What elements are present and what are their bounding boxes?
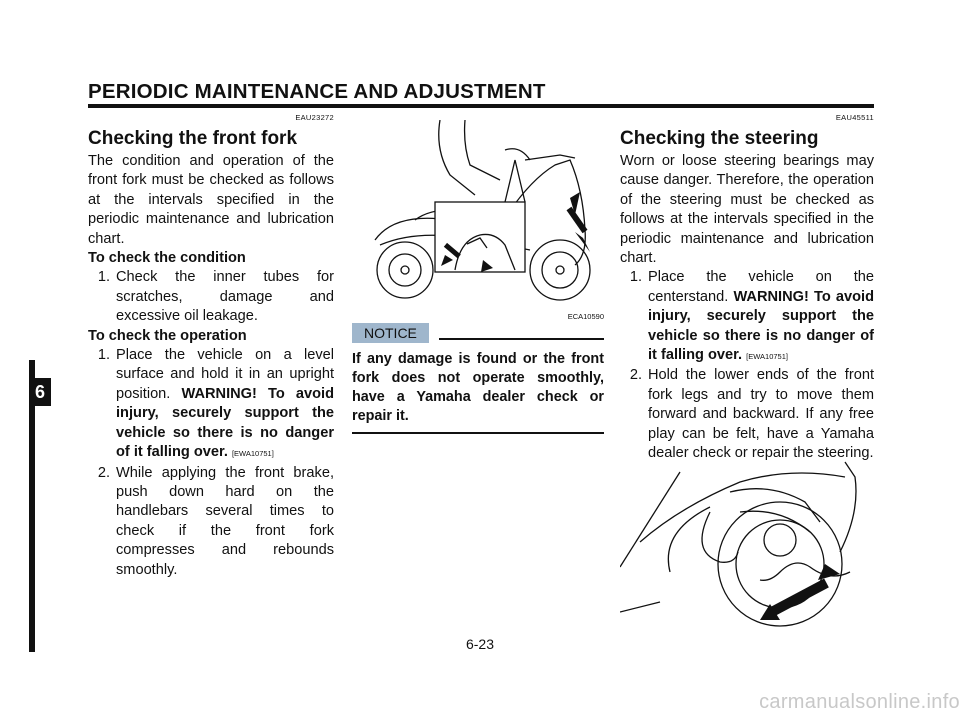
- condition-heading: To check the condition: [88, 250, 246, 267]
- step-text: Place the vehicle on a level surface and hold it in an upright position.: [116, 347, 334, 402]
- step-number: 2.: [629, 367, 642, 384]
- warning-ref: [EWA10751]: [746, 352, 788, 362]
- notice-box: [352, 312, 604, 434]
- list-item: [88, 346, 334, 463]
- list-item: [620, 366, 874, 463]
- step-number: 1.: [97, 269, 110, 286]
- steering-section: [620, 113, 874, 464]
- section-code: EAU23272: [295, 113, 334, 122]
- step-text: Hold the lower ends of the front fork legs and try to move them forward and backward. If any free play can be felt, have a Yamaha dealer check or repair the steering.: [648, 367, 874, 462]
- list-item: [88, 464, 334, 580]
- list-item: [620, 268, 874, 366]
- front-fork-heading: Checking the front fork: [88, 128, 298, 149]
- steering-intro: Worn or loose steering bearings may cause danger. Therefore, the operation of the steering must be checked as follows at the intervals specified in the periodic maintenance and lubrication chart.: [620, 153, 874, 267]
- notice-code: ECA10590: [567, 312, 604, 321]
- section-code: EAU45511: [835, 113, 874, 122]
- chapter-tab-number: 6: [29, 378, 51, 406]
- notice-bottom-rule: [352, 432, 604, 434]
- notice-text: If any damage is found or the front fork does not operate smoothly, have a Yamaha dealer check or repair it.: [352, 351, 604, 424]
- notice-header: [352, 322, 604, 344]
- notice-label: NOTICE: [352, 323, 429, 343]
- step-content: [116, 346, 334, 463]
- step-number: 1.: [629, 269, 642, 286]
- warning-ref: [EWA10751]: [231, 449, 274, 459]
- list-item: [88, 268, 334, 326]
- step-text: While applying the front brake, push down hard on the handlebars several times to check if the front fork compresses and rebounds smoothly.: [116, 464, 334, 578]
- front-fork-section: [88, 113, 334, 580]
- watermark: carmanualsonline.info: [759, 691, 960, 713]
- warning-text: WARNING! To avoid injury, securely support the vehicle so there is no danger of it falling over.: [116, 385, 334, 461]
- page-number: 6-23: [465, 636, 495, 652]
- operation-heading: To check the operation: [88, 327, 247, 344]
- step-text: Check the inner tubes for scratches, damage and excessive oil leakage.: [116, 269, 334, 325]
- steering-heading: Checking the steering: [620, 128, 819, 149]
- header-rule: [88, 104, 874, 108]
- step-number: 2.: [97, 464, 110, 481]
- step-content: [648, 268, 874, 366]
- front-fork-intro: The condition and operation of the front fork must be checked as follows at the intervals specified in the periodic maintenance and lubrication chart.: [88, 153, 334, 247]
- step-number: 1.: [97, 347, 110, 364]
- front-fork-illustration: [355, 120, 605, 310]
- section-title: PERIODIC MAINTENANCE AND ADJUSTMENT: [88, 80, 546, 103]
- steering-illustration: [620, 452, 874, 628]
- notice-rule: [439, 338, 604, 340]
- section-header: [88, 80, 618, 104]
- warning-text: WARNING! To avoid injury, securely support the vehicle so there is no danger of it falling over.: [648, 288, 874, 364]
- step-text: Place the vehicle on the centerstand.: [648, 269, 874, 305]
